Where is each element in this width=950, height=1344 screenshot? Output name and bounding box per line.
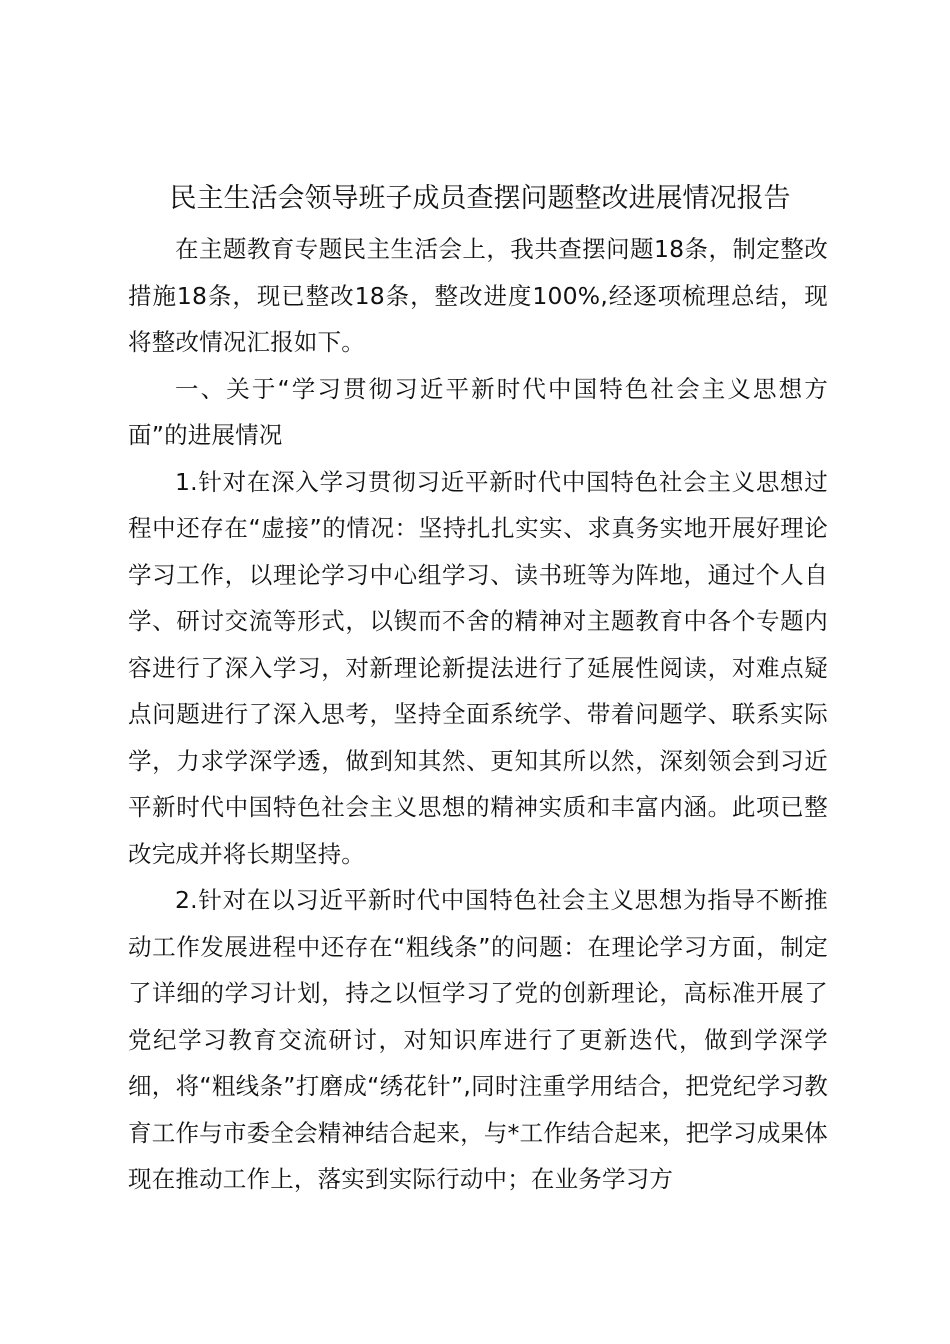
paragraph-intro: 在主题教育专题民主生活会上，我共查摆问题18条，制定整改措施18条，现已整改18条，整改进度100%,经逐项梳理总结，现将整改情况汇报如下。 [128,235,828,356]
document-title: 民主生活会领导班子成员查摆问题整改进展情况报告 [169,183,791,214]
section-heading-1: 一、关于“学习贯彻习近平新时代中国特色社会主义思想方面”的进展情况 [128,374,828,449]
paragraph-item-2: 2.针对在以习近平新时代中国特色社会主义思想为指导不断推动工作发展进程中还存在“粗线条”的问题：在理论学习方面，制定了详细的学习计划，持之以恒学习了党的创新理论，高标准开展了党纪学习教育交流研讨，对知识库进行了更新迭代，做到学深学细，将“粗线条”打磨成“绣花针”,同时注重学用结合，把党纪学习教育工作与市委全会精神结合起来，与*工作结合起来，把学习成果体现在推动工作上，落实到实际行动中；在业务学习方 [128,886,828,1193]
document-body [128,226,828,1203]
paragraph-item-1: 1.针对在深入学习贯彻习近平新时代中国特色社会主义思想过程中还存在“虚接”的情况：坚持扎扎实实、求真务实地开展好理论学习工作，以理论学习中心组学习、读书班等为阵地，通过个人自学、研讨交流等形式，以锲而不舍的精神对主题教育中各个专题内容进行了深入学习，对新理论新提法进行了延展性阅读，对难点疑点问题进行了深入思考，坚持全面系统学、带着问题学、联系实际学，力求学深学透，做到知其然、更知其所以然，深刻领会到习近平新时代中国特色社会主义思想的精神实质和丰富内涵。此项已整改完成并将长期坚持。 [128,467,828,868]
